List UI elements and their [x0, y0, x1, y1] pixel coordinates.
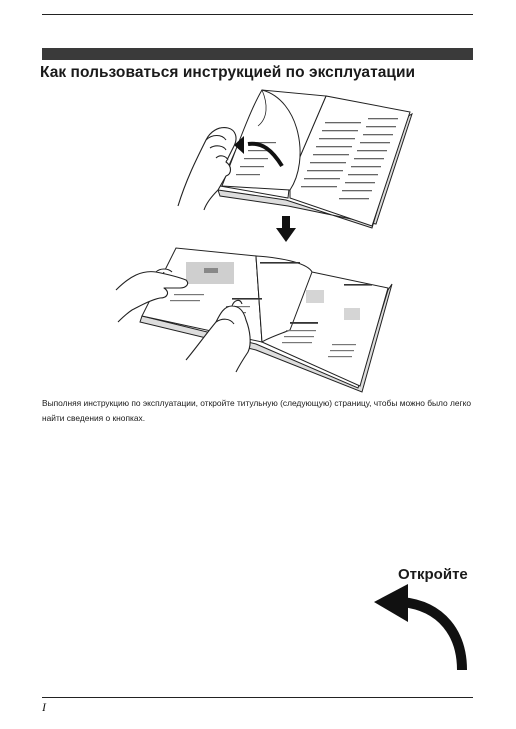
open-label: Откройте [398, 566, 468, 583]
page-number: I [42, 700, 46, 714]
bottom-rule [42, 697, 473, 698]
top-hand [178, 128, 236, 210]
page-title: Как пользоваться инструкцией по эксплуатации [40, 64, 416, 81]
curved-arrow-icon [368, 584, 472, 674]
instruction-text: Выполняя инструкцию по эксплуатации, откройте титульную (следующую) страницу, чтобы можно было легко найти сведения о кнопках. [42, 398, 472, 423]
arrow-down-icon [276, 216, 296, 242]
